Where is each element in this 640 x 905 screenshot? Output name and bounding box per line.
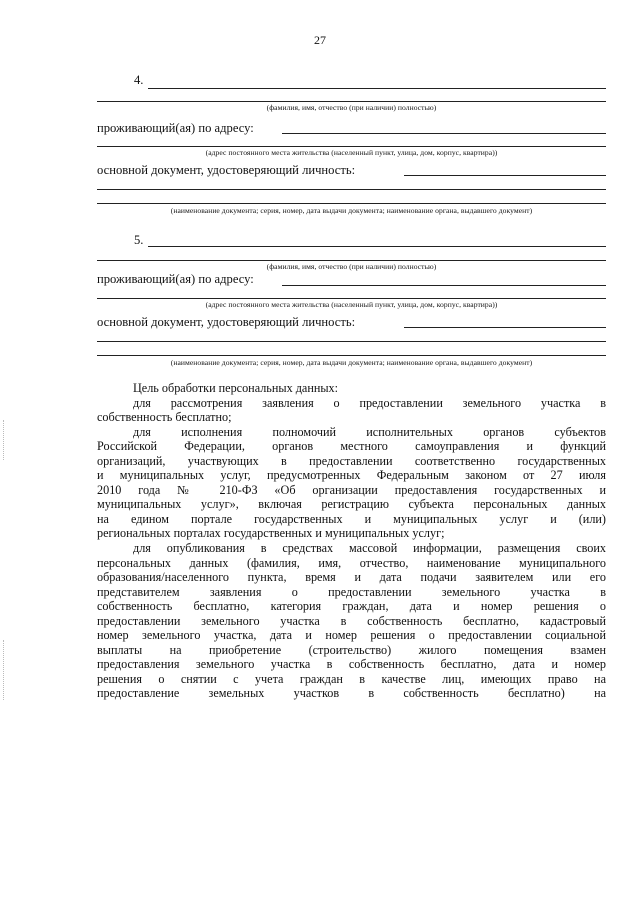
document-field-line[interactable] [97,355,606,356]
page-number: 27 [314,33,326,47]
residing-label: проживающий(ая) по адресу: [97,272,254,286]
purpose-paragraph-line: предоставления земельного участка в собственность бесплатно, дата и номер [97,657,606,672]
purpose-paragraph-line: на едином портале государственных и муниципальных услуг и (или) [97,511,606,526]
address-caption: (адрес постоянного места жительства (населенный пункт, улица, дом, корпус, квартира)) [205,148,498,157]
purpose-paragraph-line: собственность бесплатно, категория граждан, дата и номер решения о [97,599,606,614]
fio-field-continuation[interactable] [97,101,606,102]
purpose-paragraph-line: и муниципальных услуг, предусмотренных Федеральным законом от 27 июля [97,468,606,483]
purpose-paragraph-line: персональных данных (фамилия, имя, отчество, наименование муниципального [97,555,606,570]
purpose-paragraph-line: номер земельного участка, дата и номер решения о предоставлении социальной [97,628,606,643]
purpose-paragraph-line: организаций, участвующих в предоставлении соответственно государственных [97,453,606,468]
main-document-label: основной документ, удостоверяющий личность: [97,315,356,329]
purpose-heading: Цель обработки персональных данных: [133,381,339,395]
residing-label: проживающий(ая) по адресу: [97,121,254,135]
purpose-paragraph-line: собственность бесплатно; [97,410,232,425]
purpose-paragraph-line: предоставлении земельного участка в собственность бесплатно, кадастровый [97,613,606,628]
person-number: 5. [134,233,144,247]
address-field[interactable] [282,133,606,134]
purpose-section [97,381,606,701]
scan-mark [3,420,4,460]
purpose-paragraph-line: для исполнения полномочий исполнительных органов субъектов [133,424,606,439]
purpose-paragraph-line: представителем заявления о предоставлении земельного участка в [97,584,606,599]
purpose-paragraph-line: региональных порталах государственных и муниципальных услуг; [97,526,445,541]
fio-field[interactable] [148,88,606,89]
document-field[interactable] [404,175,606,176]
document-field-line[interactable] [97,203,606,204]
purpose-paragraph-line: Российской Федерации, органов местного самоуправления и функций [97,439,606,454]
address-field[interactable] [282,285,606,286]
fio-caption: (фамилия, имя, отчество (при наличии) полностью) [266,103,437,112]
document-field-line[interactable] [97,189,606,190]
address-caption: (адрес постоянного места жительства (населенный пункт, улица, дом, корпус, квартира)) [205,300,498,309]
document-caption: (наименование документа; серия, номер, дата выдачи документа; наименование органа, выдавшего документ) [170,358,533,367]
person-number: 4. [134,73,144,87]
main-document-label: основной документ, удостоверяющий личность: [97,163,356,177]
purpose-paragraph-line: 2010 года № 210-ФЗ «Об организации предоставления государственных и [97,482,606,497]
document-field[interactable] [404,327,606,328]
document-caption: (наименование документа; серия, номер, дата выдачи документа; наименование органа, выдавшего документ) [170,206,533,215]
fio-field-continuation[interactable] [97,260,606,261]
purpose-paragraph-line: для рассмотрения заявления о предоставлении земельного участка в [133,395,606,410]
fio-caption: (фамилия, имя, отчество (при наличии) полностью) [266,262,437,271]
address-field-continuation[interactable] [97,146,606,147]
scan-mark [3,640,4,700]
address-field-continuation[interactable] [97,298,606,299]
purpose-paragraph-line: решения о снятии с учета граждан в качестве лиц, имеющих право на [97,671,606,686]
purpose-paragraph-line: предоставление земельных участков в собственность бесплатно) на [97,686,606,701]
document-field-line[interactable] [97,341,606,342]
purpose-paragraph-line: выплаты на приобретение (строительство) жилого помещения взамен [97,642,606,657]
fio-field[interactable] [148,246,606,247]
purpose-paragraph-line: образования/населенного пункта, время и дата подачи заявителем или его [97,570,606,585]
purpose-paragraph-line: муниципальных услуг», включая регистрацию субъекта персональных данных [97,497,606,512]
purpose-paragraph-line: для опубликования в средствах массовой информации, размещения своих [133,541,606,556]
